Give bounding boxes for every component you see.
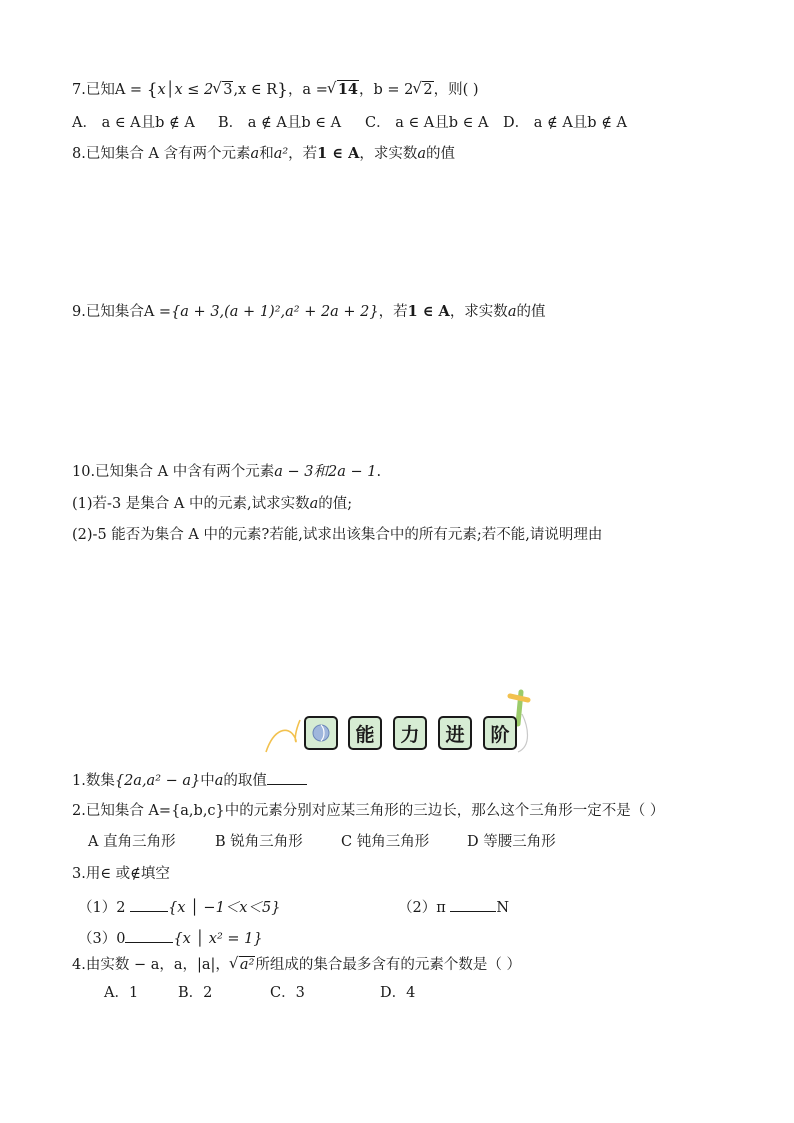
- banner-swirl-line: [266, 720, 300, 752]
- p4-text2: 所组成的集合最多含有的元素个数是（ ）: [255, 957, 521, 973]
- q9-text4: 的值: [516, 304, 546, 320]
- q7-option-d: D． a ∉ A且b ∉ A: [503, 115, 628, 131]
- p1-set: {2a,a² − a}: [114, 773, 201, 789]
- q10-part1-var: a: [309, 496, 319, 512]
- q7-a-part: ，a =: [287, 82, 328, 98]
- q10-part1-text: (1)若-3 是集合 A 中的元素,试求实数: [72, 496, 310, 512]
- p2-option-d: D 等腰三角形: [467, 834, 556, 850]
- q7-set-var: x: [157, 82, 166, 98]
- p3-item2-label: （2）π: [398, 900, 446, 916]
- banner-icon-tile: [304, 716, 338, 750]
- q9-var-a: a: [507, 304, 517, 320]
- p2-stem: 2.已知集合 A={a,b,c}中的元素分别对应某三角形的三边长，那么这个三角形一定不是（ ）: [72, 803, 665, 819]
- q7-option-c: C． a ∈ A且b ∈ A: [365, 115, 489, 131]
- q8-text4: ，求实数: [359, 146, 418, 162]
- p3-item1-set: {x │ −1＜x＜5}: [168, 900, 281, 916]
- q7-brace-left: {: [146, 80, 158, 100]
- q9-text3: ，求实数: [449, 304, 508, 320]
- p1-stem: [72, 770, 307, 791]
- q7-sqrt3-radicand: 3: [223, 82, 233, 98]
- p2-option-a: A 直角三角形: [88, 834, 176, 850]
- q10-stem: [72, 462, 381, 482]
- p1-var-a: a: [214, 773, 224, 789]
- p3-item2-set: N: [496, 900, 510, 916]
- q8-var-a2: a: [417, 146, 426, 162]
- p1-answer-blank[interactable]: [267, 770, 307, 785]
- q10-part1: [72, 494, 352, 514]
- q10-elements: a − 3和2a − 1: [274, 464, 377, 480]
- banner-tile-2: 力: [393, 716, 427, 750]
- q8-text3: ，若: [288, 146, 318, 162]
- q10-text1: 10.已知集合 A 中含有两个元素: [72, 464, 275, 480]
- q8-var-a-squared: a²: [273, 146, 289, 162]
- q7-brace-right: }: [277, 80, 288, 100]
- q7-set-tail: ,x ∈ R: [233, 82, 278, 98]
- banner-tile-4: 阶: [483, 716, 517, 750]
- p2-option-c: C 钝角三角形: [341, 834, 430, 850]
- q9-condition: 1 ∈ A: [407, 303, 450, 320]
- p4-option-c: C．3: [270, 985, 305, 1001]
- q9-stem: [72, 302, 545, 322]
- p4-option-a: A．1: [104, 985, 139, 1001]
- q7-sqrt2-radicand: 2: [423, 82, 433, 98]
- p3-item2-blank[interactable]: [450, 897, 496, 912]
- p4-option-b: B．2: [178, 985, 213, 1001]
- p4-text1: 4.由实数 − a，a，|a|，: [72, 957, 230, 973]
- q7-option-b: B． a ∉ A且b ∈ A: [218, 115, 342, 131]
- q7-b-part: ，b = 2: [359, 82, 414, 98]
- q7-set-cond: x ≤ 2: [174, 82, 214, 98]
- q8-text2: 和: [259, 146, 274, 162]
- q10-part2: (2)-5 能否为集合 A 中的元素?若能,试求出该集合中的所有元素;若不能,请说明理由: [72, 527, 603, 543]
- q7-sqrt3: [214, 80, 233, 100]
- p3-item3-set: {x │ x² = 1}: [173, 931, 263, 947]
- banner-tile-3: 进: [438, 716, 472, 750]
- q8-condition: 1 ∈ A: [317, 145, 360, 162]
- q9-text2: ，若: [378, 304, 408, 320]
- q10-part1-end: 的值;: [318, 496, 353, 512]
- q9-text1: 9.已知集合A =: [72, 304, 172, 320]
- p3-stem: 3.用∈ 或∉填空: [72, 866, 170, 882]
- p3-item3-blank[interactable]: [125, 928, 173, 943]
- p3-item1-blank[interactable]: [130, 897, 168, 912]
- globe-icon: [312, 724, 330, 742]
- banner-tile-1: 能: [348, 716, 382, 750]
- banner-sprout-leaf: [510, 696, 528, 700]
- p3-item3: [78, 928, 263, 949]
- section-banner: [260, 686, 540, 756]
- q9-set: {a + 3,(a + 1)²,a² + 2a + 2}: [171, 304, 379, 320]
- q7-stem: 7.已知A = {x│x ≤ 2√ 3,x ∈ R}，a =√ 14，b = 2√ 2，则( ): [72, 80, 479, 100]
- p3-item2: [398, 897, 509, 918]
- p3-item1: [78, 897, 280, 918]
- p2-option-b: B 锐角三角形: [215, 834, 303, 850]
- p3-item3-label: （3）0: [78, 931, 126, 947]
- p4-sqrt: [231, 955, 255, 975]
- p4-stem: [72, 955, 521, 975]
- p1-text1: 1.数集: [72, 773, 115, 789]
- q7-sqrt14-radicand: 14: [337, 81, 359, 98]
- q8-text5: 的值: [425, 146, 455, 162]
- q10-end: .: [376, 464, 382, 480]
- p1-text3: 的取值: [223, 773, 267, 789]
- q8-var-a: a: [250, 146, 260, 162]
- q8-text1: 8.已知集合 A 含有两个元素: [72, 146, 251, 162]
- p4-sqrt-radicand: a²: [239, 957, 255, 973]
- p1-text2: 中: [200, 773, 215, 789]
- q7-tail: ，则( ): [433, 82, 479, 98]
- q7-option-a: A． a ∈ A且b ∉ A: [72, 115, 195, 131]
- q7-sqrt2: [414, 80, 433, 100]
- p3-item1-label: （1）2: [78, 900, 126, 916]
- q7-sqrt14: [329, 80, 359, 100]
- q7-head: 7.已知A: [72, 82, 126, 98]
- p4-option-d: D．4: [380, 985, 416, 1001]
- q8-stem: [72, 144, 455, 164]
